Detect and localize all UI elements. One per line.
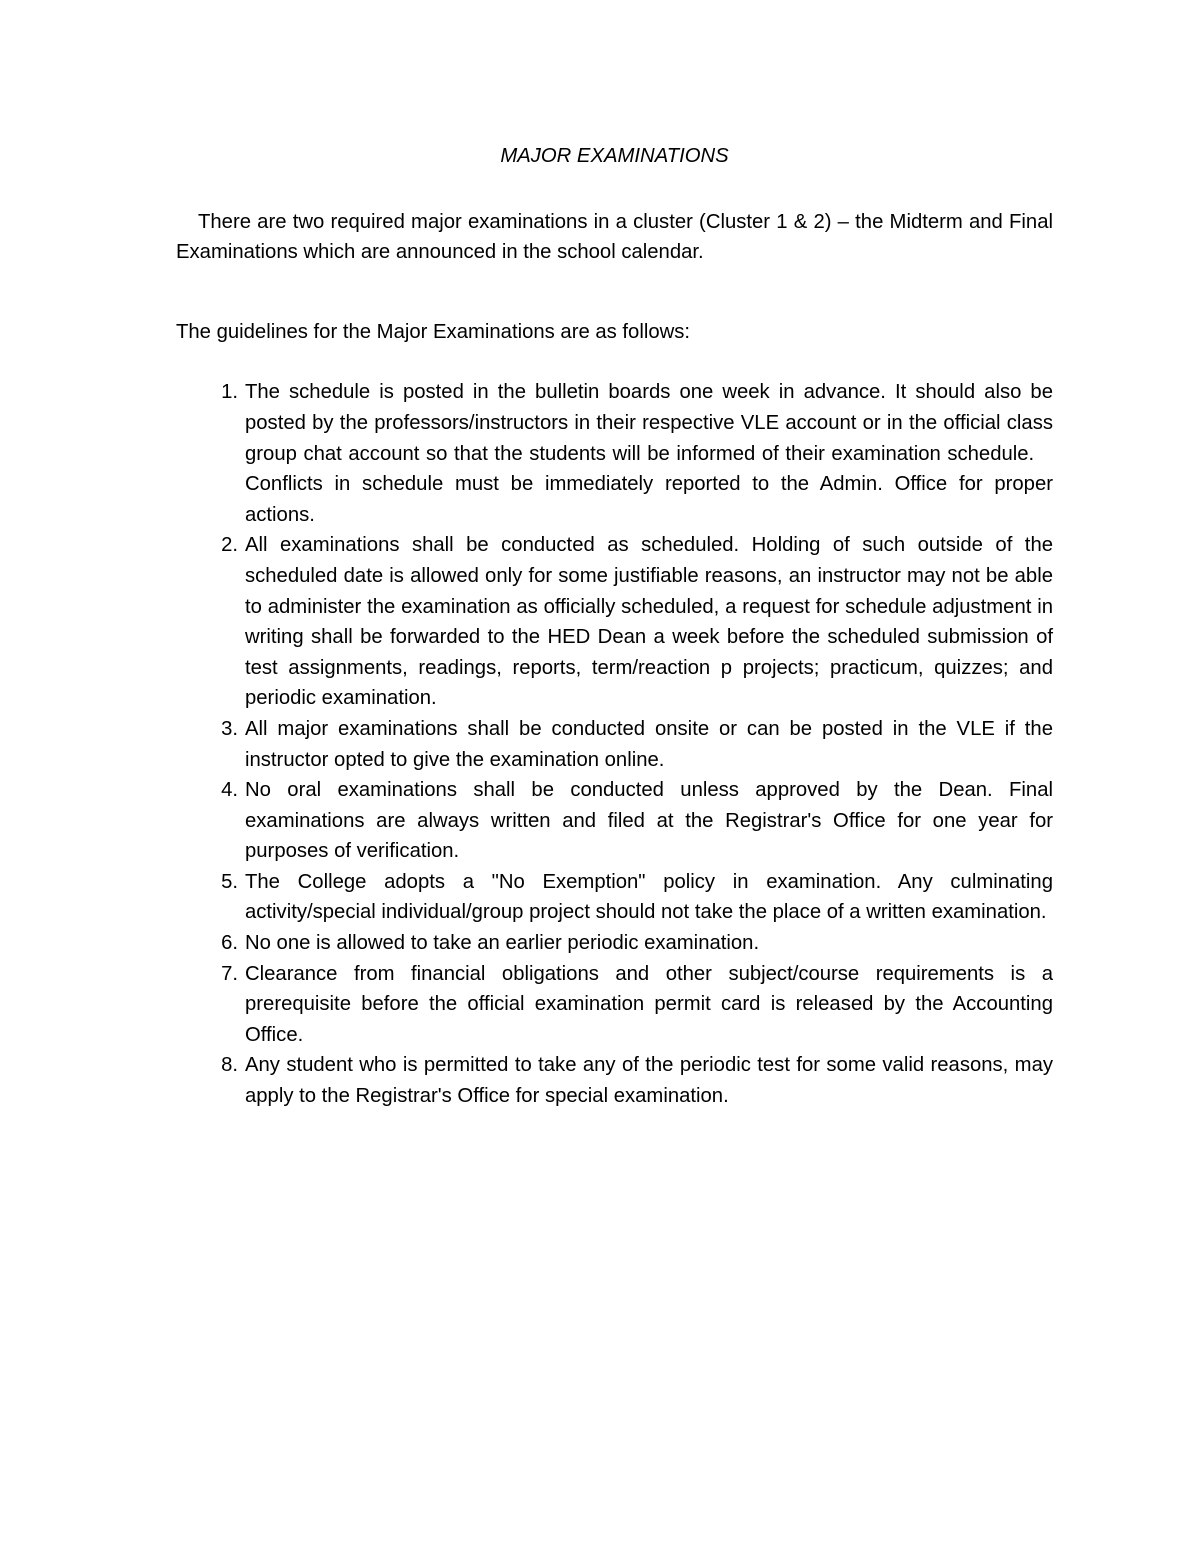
- guideline-number: 5.: [221, 870, 238, 893]
- guideline-item: [176, 1050, 1053, 1111]
- guideline-number: 6.: [221, 932, 238, 955]
- guideline-number: 7.: [221, 962, 238, 985]
- guideline-text: No one is allowed to take an earlier periodic examination.: [245, 932, 760, 955]
- guideline-number: 8.: [221, 1054, 238, 1077]
- intro-paragraph: There are two required major examinations in a cluster (Cluster 1 & 2) – the Midterm and Final Examinations which are announced in the school calendar.: [176, 210, 1053, 264]
- document-title: MAJOR EXAMINATIONS: [500, 145, 729, 167]
- guideline-text: The schedule is posted in the bulletin boards one week in advance. It should also be posted by the professors/instructors in their respective VLE account or in the official class group chat account so that the students will be informed of their examination schedule. Conflicts in schedule must be immediately reported to the Admin. Office for proper actions.: [245, 381, 1053, 526]
- guideline-item: [176, 928, 1053, 959]
- guideline-number: 1.: [221, 381, 238, 404]
- guideline-number: 3.: [221, 717, 238, 740]
- document-body: [176, 141, 1053, 1112]
- guideline-item: [176, 775, 1053, 867]
- guideline-text: Any student who is permitted to take any of the periodic test for some valid reasons, may apply to the Registrar's Office for special examination.: [245, 1054, 1053, 1108]
- guideline-text: All major examinations shall be conducted onsite or can be posted in the VLE if the instructor opted to give the examination online.: [245, 717, 1053, 771]
- guideline-text: Clearance from financial obligations and other subject/course requirements is a prerequisite before the official examination permit card is released by the Accounting Office.: [245, 962, 1053, 1046]
- guideline-text: The College adopts a "No Exemption" policy in examination. Any culminating activity/special individual/group project should not take the place of a written examination.: [245, 870, 1053, 924]
- guideline-number: 4.: [221, 779, 238, 802]
- guideline-number: 2.: [221, 534, 238, 557]
- guidelines-lead: The guidelines for the Major Examinations are as follows:: [176, 320, 691, 343]
- guideline-item: [176, 714, 1053, 775]
- guideline-item: [176, 530, 1053, 714]
- guidelines-list: [176, 377, 1053, 1111]
- guideline-text: No oral examinations shall be conducted unless approved by the Dean. Final examinations are always written and filed at the Registrar's Office for one year for purposes of verification.: [245, 779, 1053, 863]
- guideline-item: [176, 959, 1053, 1051]
- guideline-item: [176, 867, 1053, 928]
- guideline-item: [176, 377, 1053, 530]
- guideline-text: All examinations shall be conducted as scheduled. Holding of such outside of the scheduled date is allowed only for some justifiable reasons, an instructor may not be able to administer the examination as officially scheduled, a request for schedule adjustment in writing shall be forwarded to the HED Dean a week before the scheduled submission of test assignments, readings, reports, term/reaction p projects; practicum, quizzes; and periodic examination.: [245, 534, 1053, 710]
